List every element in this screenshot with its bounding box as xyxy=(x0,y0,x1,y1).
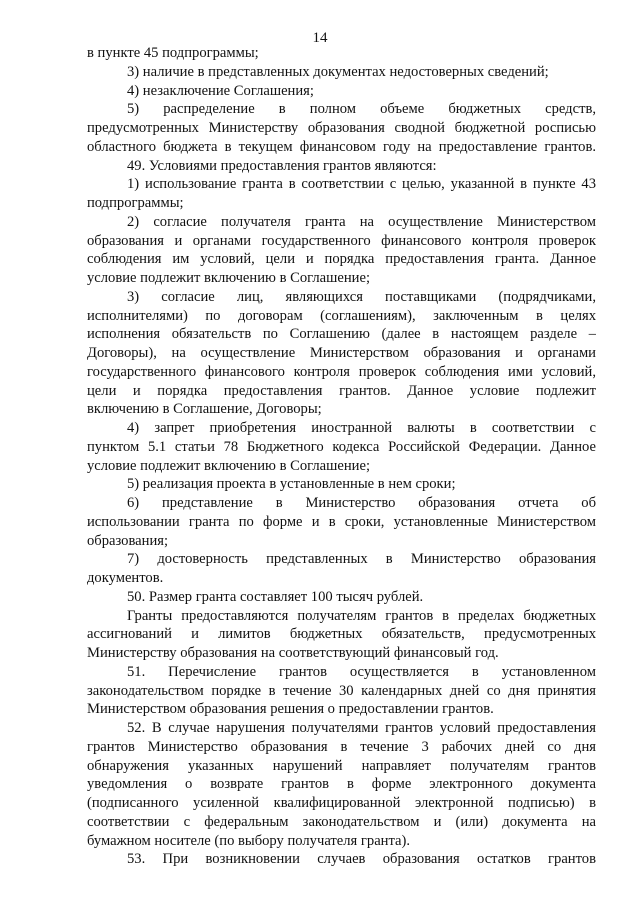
text-line: 53. При возникновении случаев образования остатков грантов xyxy=(127,851,596,868)
text-line: 5) реализация проекта в установленные в нем сроки; xyxy=(127,476,456,493)
text-line: 6) представление в Министерство образования отчета об xyxy=(127,495,596,511)
text-line: исполнения обязательств по Соглашению (далее в настоящем разделе – xyxy=(87,326,596,343)
text-line: в пункте 45 подпрограммы; xyxy=(87,45,259,61)
text-line: уведомления о возврате грантов в форме электронного документа xyxy=(87,776,596,793)
text-line: 49. Условиями предоставления грантов являются: xyxy=(127,157,437,174)
text-line: 51. Перечисление грантов осуществляется в установленном xyxy=(127,663,596,680)
text-line: 52. В случае нарушения получателями грантов условий предоставления xyxy=(127,720,596,736)
text-line: государственного финансового контроля проверок соблюдения ими условий, xyxy=(87,363,596,380)
text-line: 50. Размер гранта составляет 100 тысяч рублей. xyxy=(127,588,424,605)
text-line: 3) согласие лиц, являющихся поставщиками (подрядчиками, xyxy=(127,288,596,305)
text-line: цели и порядка предоставления грантов. Данное условие подлежит xyxy=(87,382,596,399)
text-line: областного бюджета в текущем финансовом году на предоставление грантов. xyxy=(87,138,596,155)
text-line: использовании гранта по форме и в сроки, установленные Министерством xyxy=(87,513,596,530)
text-line: условие подлежит включению в Соглашение; xyxy=(87,457,371,474)
text-line: обнаружения указанных нарушений направляет получателям грантов xyxy=(87,757,596,774)
text-line: соответствии с федеральным законодательством и (или) документа на xyxy=(87,813,596,830)
text-line: Гранты предоставляются получателям грантов в пределах бюджетных xyxy=(127,607,596,624)
text-line: Министерству образования на соответствующий финансовый год. xyxy=(87,645,499,661)
text-line: 7) достоверность представленных в Министерство образования xyxy=(127,551,596,568)
text-line: пунктом 5.1 статьи 78 Бюджетного кодекса Российской Федерации. Данное xyxy=(87,438,596,455)
text-line: 1) использование гранта в соответствии с целью, указанной в пункте 43 xyxy=(127,176,596,193)
text-line: соблюдения им условий, цели и порядка предоставления гранта. Данное xyxy=(87,251,596,268)
text-line: образования и органами государственного финансового контроля проверок xyxy=(87,232,596,249)
text-line: документов. xyxy=(87,570,164,586)
text-line: условие подлежит включению в Соглашение; xyxy=(87,270,371,286)
text-line: 4) незаключение Соглашения; xyxy=(127,82,314,99)
text-line: исполнителями) по договорам (соглашениям), заключенным в целях xyxy=(87,307,596,324)
text-line: ассигнований и лимитов бюджетных обязательств, предусмотренных xyxy=(87,626,596,643)
text-line: 3) наличие в представленных документах недостоверных сведений; xyxy=(127,63,549,80)
text-line: включению в Соглашение, Договоры; xyxy=(87,401,322,418)
text-line: грантов Министерство образования в течение 3 рабочих дней со дня xyxy=(87,738,596,755)
text-line: Министерством образования решения о предоставлении грантов. xyxy=(87,701,494,718)
text-line: 4) запрет приобретения иностранной валюты в соответствии с xyxy=(127,420,596,436)
page-number: 14 xyxy=(312,30,328,46)
text-line: предусмотренных Министерству образования сводной бюджетной росписью xyxy=(87,120,596,136)
text-line: 5) распределение в полном объеме бюджетных средств, xyxy=(127,101,596,118)
text-line: образования; xyxy=(87,532,169,549)
text-line: 2) согласие получателя гранта на осуществление Министерством xyxy=(127,213,596,230)
text-line: законодательством порядке в течение 30 календарных дней со дня принятия xyxy=(87,682,596,699)
text-line: подпрограммы; xyxy=(87,195,184,211)
text-line: бумажном носителе (по выбору получателя гранта). xyxy=(87,832,411,849)
document-body xyxy=(87,44,596,869)
text-line: Договоры), на осуществление Министерством образования и органами xyxy=(87,345,596,361)
text-line: (подписанного усиленной квалифицированной электронной подписью) в xyxy=(87,795,596,811)
